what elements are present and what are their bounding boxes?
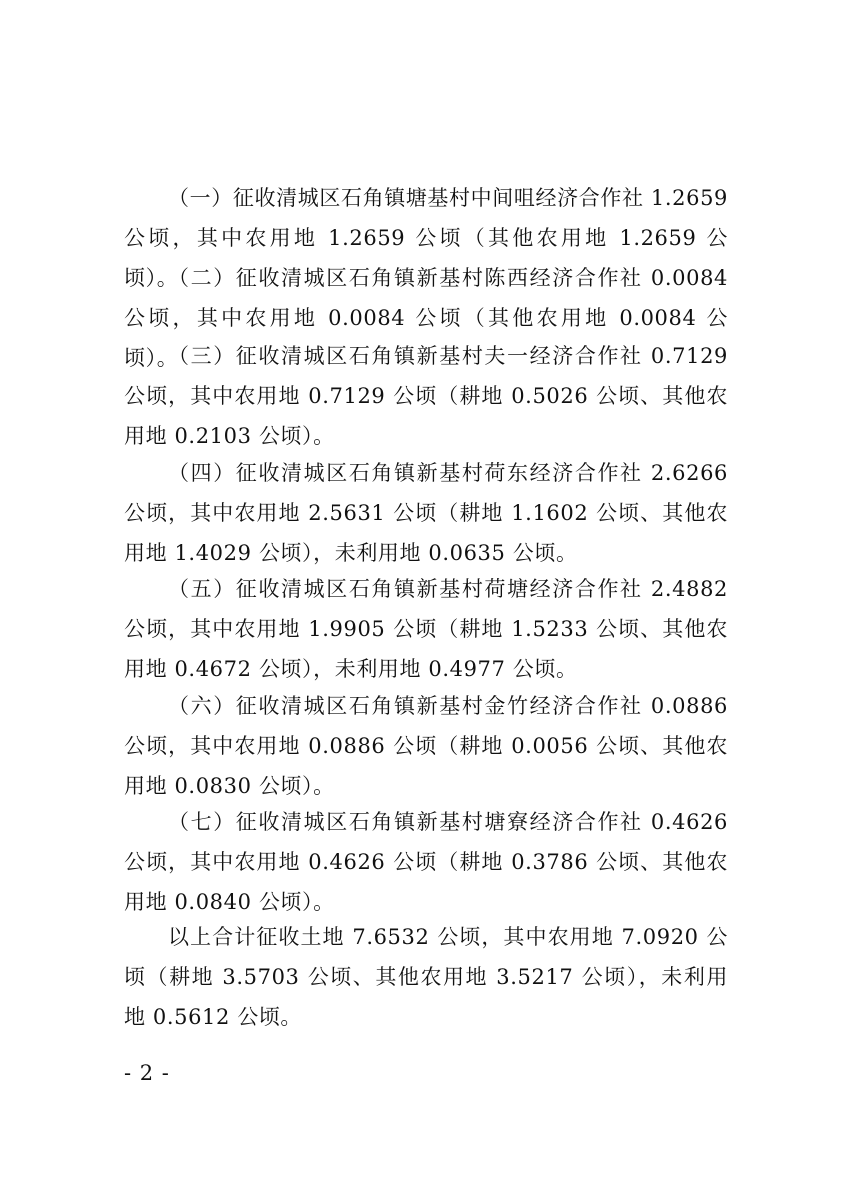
paragraph-item-1: （一）征收清城区石角镇塘基村中间咀经济合作社 1.2659 公顷，其中农用地 1.2659 公顷（其他农用地 1.2659 公顷）。 xyxy=(124,186,728,290)
paragraph-item-3: （三）征收清城区石角镇新基村夫一经济合作社 0.7129 公顷，其中农用地 0.7129 公顷（耕地 0.5026 公顷、其他农用地 0.2103 公顷）。 xyxy=(124,344,728,448)
page-number: - 2 - xyxy=(124,1061,170,1085)
paragraph-total: 以上合计征收土地 7.6532 公顷，其中农用地 7.0920 公顷（耕地 3.5703 公顷、其他农用地 3.5217 公顷），未利用地 0.5612 公顷。 xyxy=(124,925,728,1029)
paragraph-item-4: （四）征收清城区石角镇新基村荷东经济合作社 2.6266 公顷，其中农用地 2.5631 公顷（耕地 1.1602 公顷、其他农用地 1.4029 公顷），未利用地 0.0635 公顷。 xyxy=(124,461,728,565)
paragraph-item-6: （六）征收清城区石角镇新基村金竹经济合作社 0.0886 公顷，其中农用地 0.0886 公顷（耕地 0.0056 公顷、其他农用地 0.0830 公顷）。 xyxy=(124,694,728,798)
paragraph-item-5: （五）征收清城区石角镇新基村荷塘经济合作社 2.4882 公顷，其中农用地 1.9905 公顷（耕地 1.5233 公顷、其他农用地 0.4672 公顷），未利用地 0.4977 公顷。 xyxy=(124,577,728,681)
paragraph-item-7: （七）征收清城区石角镇新基村塘寮经济合作社 0.4626 公顷，其中农用地 0.4626 公顷（耕地 0.3786 公顷、其他农用地 0.0840 公顷）。 xyxy=(124,810,728,914)
paragraph-item-2: （二）征收清城区石角镇新基村陈西经济合作社 0.0084 公顷，其中农用地 0.0084 公顷（其他农用地 0.0084 公顷）。 xyxy=(124,266,728,370)
